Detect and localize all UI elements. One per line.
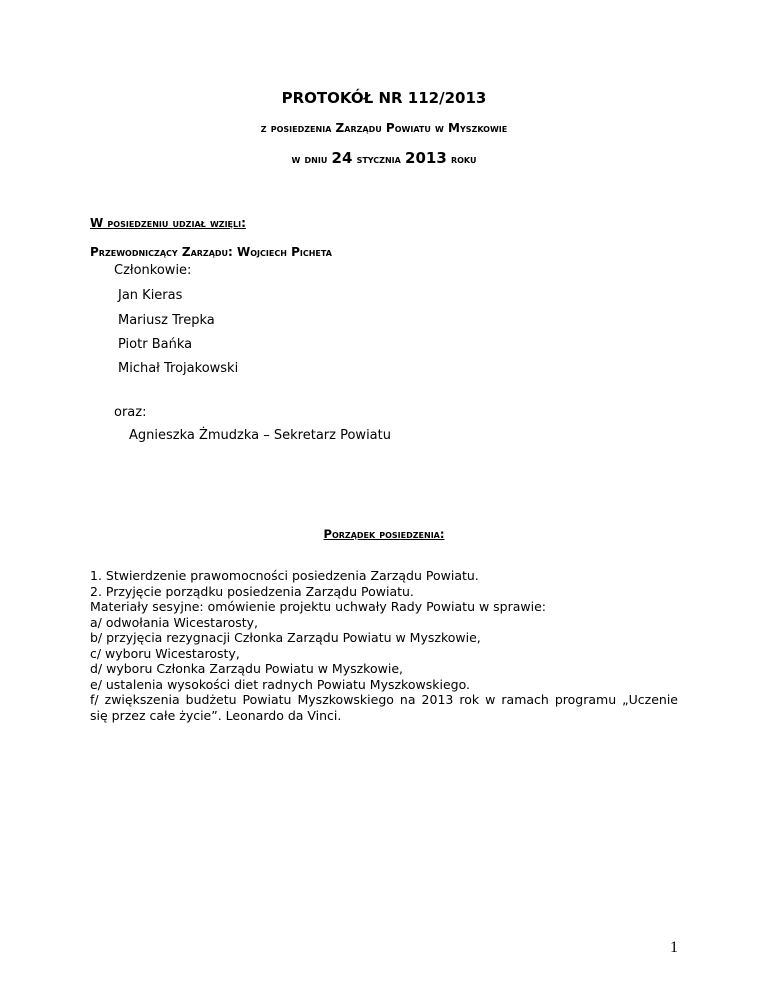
chairman-line: Przewodniczący Zarządu: Wojciech Picheta <box>90 245 332 259</box>
attendance-heading: W posiedzeniu udział wzięli: <box>90 216 246 230</box>
member-item: Jan Kieras <box>118 288 183 303</box>
agenda-item: a/ odwołania Wicestarosty, <box>90 614 259 630</box>
date-month: stycznia <box>352 152 406 166</box>
date-suffix: roku <box>446 152 477 166</box>
document-title: PROTOKÓŁ NR 112/2013 <box>281 89 487 107</box>
members-label: Członkowie: <box>114 263 192 278</box>
date-day: 24 <box>331 149 353 167</box>
agenda-list <box>90 568 678 723</box>
agenda-item: c/ wyboru Wicestarosty, <box>90 645 240 661</box>
agenda-item: f/ zwiększenia budżetu Powiatu Myszkowskiego na 2013 rok w ramach programu „Uczenie <box>90 692 678 707</box>
agenda-item: 1. Stwierdzenie prawomocności posiedzenia Zarządu Powiatu. <box>90 568 479 583</box>
document-subtitle-date <box>0 149 768 167</box>
member-item: Michał Trojakowski <box>118 361 239 376</box>
agenda-item: się przez całe życie”. Leonardo da Vinci. <box>90 707 342 723</box>
agenda-item: Materiały sesyjne: omówienie projektu uchwały Rady Powiatu w sprawie: <box>90 599 547 614</box>
member-item: Piotr Bańka <box>118 337 193 352</box>
agenda-heading: Porządek posiedzenia: <box>323 527 445 541</box>
agenda-item: d/ wyboru Członka Zarządu Powiatu w Myszkowie, <box>90 661 403 676</box>
member-item: Mariusz Trepka <box>118 313 215 328</box>
date-prefix: w dniu <box>291 152 332 166</box>
document-subtitle-meeting: z posiedzenia Zarządu Powiatu w Myszkowie <box>260 121 508 135</box>
agenda-item: e/ ustalenia wysokości diet radnych Powiatu Myszkowskiego. <box>90 676 470 692</box>
page-number: 1 <box>670 939 678 956</box>
agenda-item: b/ przyjęcia rezygnacji Członka Zarządu Powiatu w Myszkowie, <box>90 630 481 645</box>
date-year: 2013 <box>405 149 447 167</box>
also-present-person: Agnieszka Żmudzka – Sekretarz Powiatu <box>129 428 391 443</box>
also-present-label: oraz: <box>114 405 147 420</box>
agenda-item: 2. Przyjęcie porządku posiedzenia Zarządu Powiatu. <box>90 583 414 599</box>
